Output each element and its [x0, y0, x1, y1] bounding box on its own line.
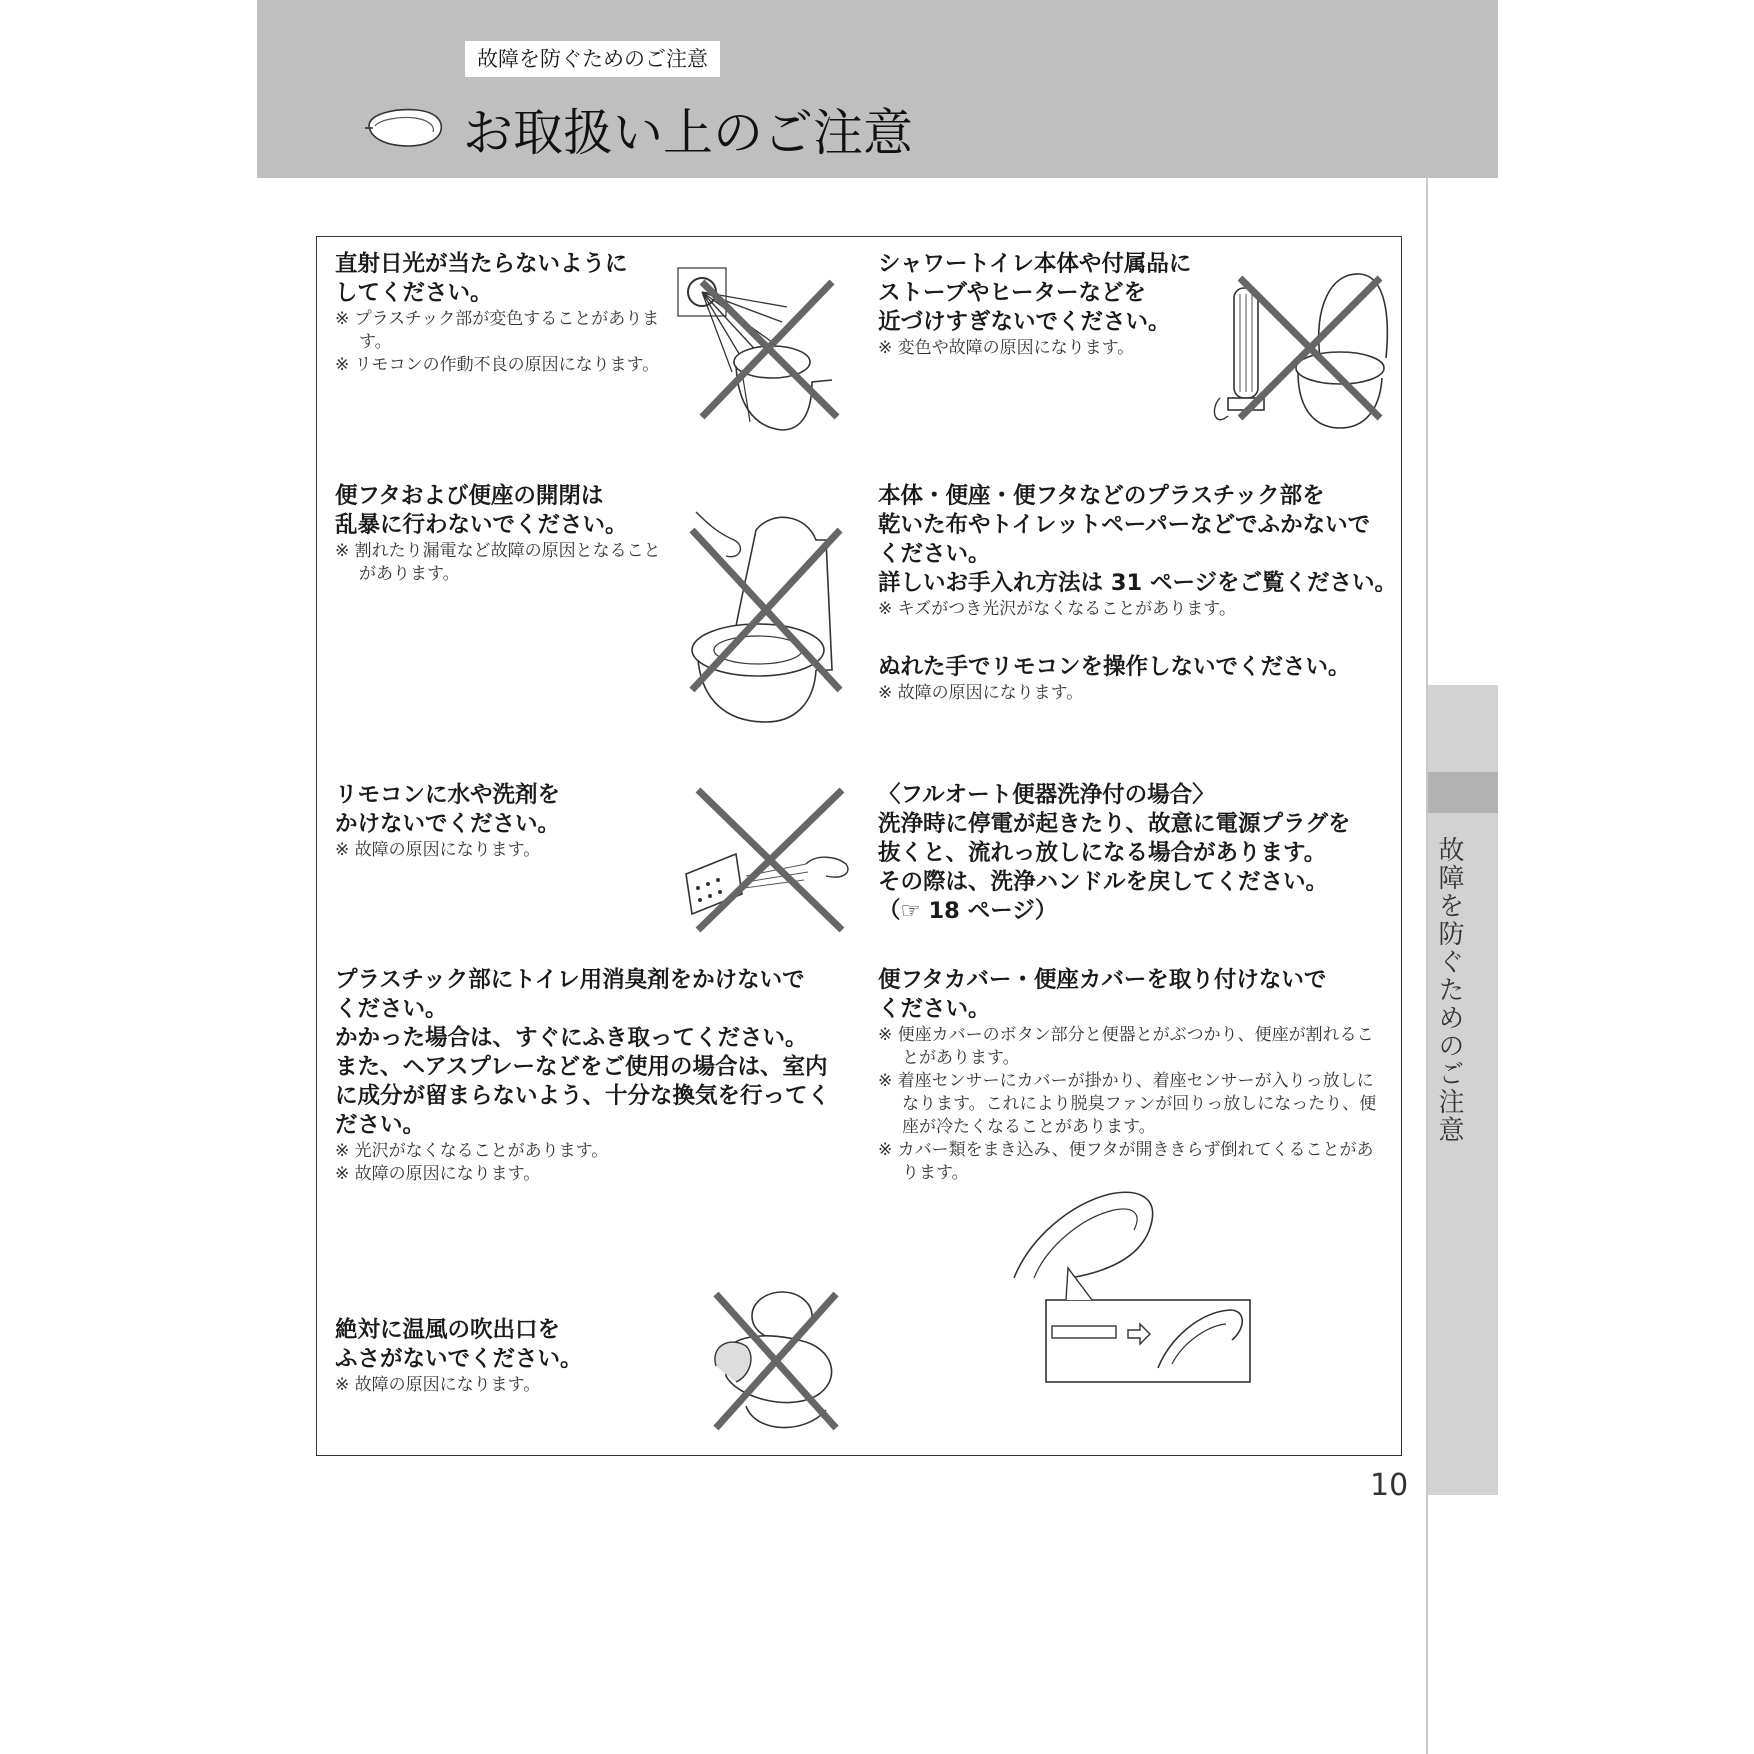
caution-note: ※ 便座カバーのボタン部分と便器とがぶつかり、便座が割れることがあります。 — [878, 1025, 1374, 1068]
toilet-seat-icon — [365, 104, 445, 154]
caution-heading: ふさがないでください。 — [335, 1346, 583, 1372]
caution-remote-water — [335, 781, 665, 862]
caution-note: ※ リモコンの作動不良の原因になります。 — [335, 355, 660, 375]
caution-note: ※ 着座センサーにカバーが掛かり、着座センサーが入りっ放しになります。これにより脱臭ファンが回りっ放しになったり、便座が冷たくなることがあります。 — [878, 1071, 1377, 1137]
caution-page-ref: （☞ 18 ページ） — [878, 898, 1058, 924]
caution-heading: ぬれた手でリモコンを操作しないでください。 — [878, 654, 1351, 680]
caution-heading: ださい。 — [335, 1112, 426, 1138]
caution-deodorant — [335, 966, 855, 1186]
caution-heading: ください。 — [878, 541, 991, 567]
caution-wipe — [878, 482, 1398, 621]
caution-lid — [335, 482, 665, 586]
page-number: 10 — [1370, 1468, 1409, 1503]
caution-note: ※ 故障の原因になります。 — [878, 683, 1084, 703]
caution-heading: また、ヘアスプレーなどをご使用の場合は、室内 — [335, 1054, 828, 1080]
caution-warm-air — [335, 1316, 665, 1397]
caution-heading: 直射日光が当たらないように — [335, 251, 628, 277]
caution-note: ※ 故障の原因になります。 — [335, 1164, 541, 1184]
caution-heading: ください。 — [878, 996, 991, 1022]
caution-heading: 本体・便座・便フタなどのプラスチック部を — [878, 483, 1325, 509]
caution-note: ※ 変色や故障の原因になります。 — [878, 338, 1135, 358]
caution-heading: その際は、洗浄ハンドルを戻してください。 — [878, 869, 1329, 895]
side-index-marker — [1428, 772, 1498, 813]
caution-covers — [878, 966, 1378, 1185]
caution-sunlight — [335, 250, 665, 377]
caution-note: ※ プラスチック部が変色することがあります。 — [335, 309, 660, 352]
caution-heading: かけないでください。 — [335, 811, 561, 837]
caution-heading: シャワートイレ本体や付属品に — [878, 251, 1192, 277]
caution-heading: リモコンに水や洗剤を — [335, 782, 561, 808]
caution-power-outage — [878, 781, 1398, 926]
warm-air-prohibited-illustration — [706, 1286, 846, 1438]
caution-note: ※ 故障の原因になります。 — [335, 1375, 541, 1395]
caution-heading: 〈フルオート便器洗浄付の場合〉 — [878, 782, 1215, 808]
caution-wet-hands — [878, 653, 1398, 705]
remote-water-prohibited-illustration — [676, 784, 856, 936]
caution-heading: ストーブやヒーターなどを — [878, 280, 1146, 306]
caution-heading: 近づけすぎないでください。 — [878, 309, 1171, 335]
section-tag: 故障を防ぐためのご注意 — [465, 41, 720, 77]
caution-heading: ください。 — [335, 996, 448, 1022]
caution-heading: 抜くと、流れっ放しになる場合があります。 — [878, 840, 1327, 866]
side-index-label: 故障を防ぐためのご注意 — [1434, 836, 1464, 1144]
caution-heading: に成分が留まらないよう、十分な換気を行ってく — [335, 1083, 831, 1109]
caution-heading: 絶対に温風の吹出口を — [335, 1317, 561, 1343]
caution-heading: プラスチック部にトイレ用消臭剤をかけないで — [335, 967, 805, 993]
seat-cover-illustration — [1010, 1188, 1255, 1386]
caution-heading: かかった場合は、すぐにふき取ってください。 — [335, 1025, 808, 1051]
lid-prohibited-illustration — [676, 500, 854, 730]
caution-note: ※ 割れたり漏電など故障の原因となることがあります。 — [335, 541, 661, 584]
page-title: お取扱い上のご注意 — [463, 104, 913, 162]
caution-heading: してください。 — [335, 280, 493, 306]
caution-note: ※ 光沢がなくなることがあります。 — [335, 1141, 609, 1161]
caution-heading: 便フタおよび便座の開閉は — [335, 483, 604, 509]
caution-heading: 詳しいお手入れ方法は 31 ページをご覧ください。 — [878, 570, 1398, 596]
sunlight-prohibited-illustration — [672, 262, 852, 442]
caution-heading: 便フタカバー・便座カバーを取り付けないで — [878, 967, 1327, 993]
caution-note: ※ 故障の原因になります。 — [335, 840, 541, 860]
heater-prohibited-illustration — [1210, 268, 1400, 436]
caution-heading: 乱暴に行わないでください。 — [335, 512, 628, 538]
caution-heading: 乾いた布やトイレットペーパーなどでふかないで — [878, 512, 1371, 538]
caution-heading: 洗浄時に停電が起きたり、故意に電源プラグを — [878, 811, 1351, 837]
caution-note: ※ カバー類をまき込み、便フタが開ききらず倒れてくることがあります。 — [878, 1140, 1374, 1183]
caution-note: ※ キズがつき光沢がなくなることがあります。 — [878, 599, 1236, 619]
caution-heater — [878, 250, 1208, 360]
